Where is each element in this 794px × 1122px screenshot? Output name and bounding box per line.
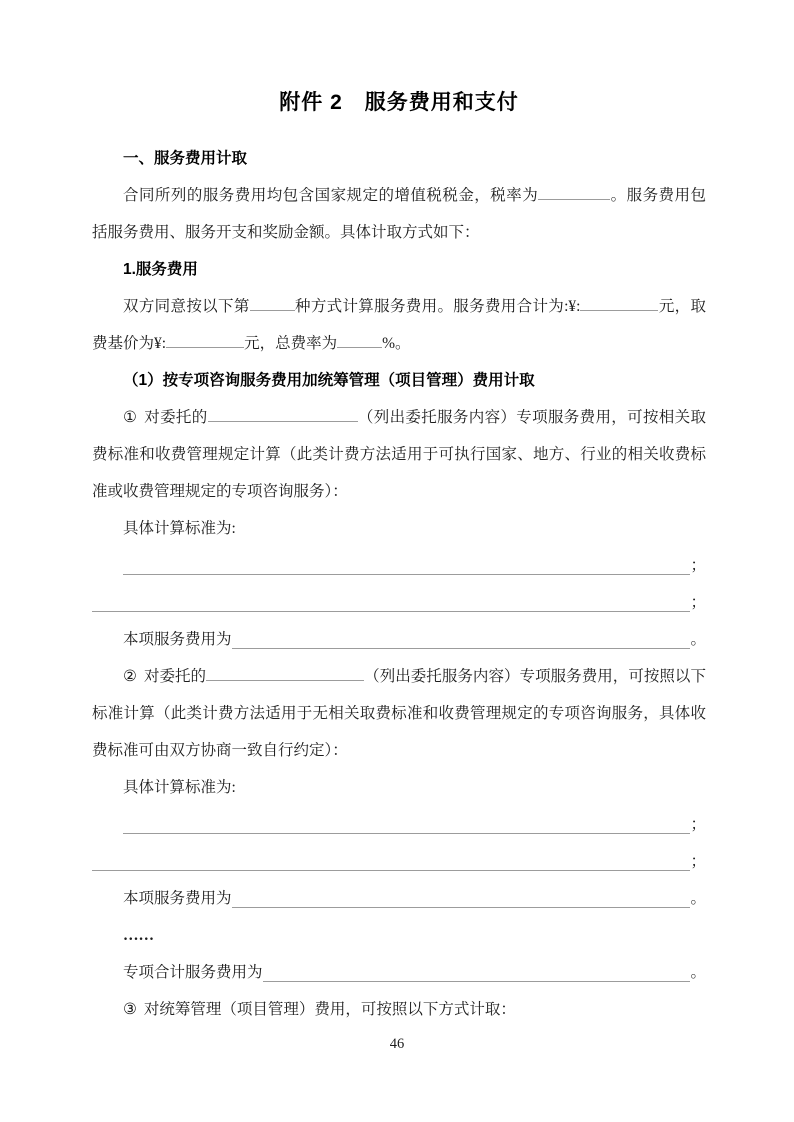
item-fee-label: 本项服务费用为 bbox=[123, 890, 232, 907]
item1-fee-amount-blank bbox=[232, 612, 691, 649]
item3-text: 对统筹管理（项目管理）费用，可按照以下方式计取： bbox=[143, 1001, 516, 1018]
item2-fee-row bbox=[92, 880, 706, 917]
item2-text-1: 对委托的 bbox=[143, 668, 207, 685]
base-price-blank bbox=[166, 347, 244, 348]
heading-service-fee: 1.服务费用 bbox=[123, 261, 198, 278]
item1-calc-standard-label: 具体计算标准为: bbox=[123, 520, 236, 537]
semicolon: ； bbox=[690, 557, 706, 574]
agreement-text-5: %。 bbox=[382, 335, 411, 352]
item1-paragraph bbox=[92, 399, 706, 510]
total-rate-blank bbox=[337, 347, 382, 348]
total-fee-amount-blank bbox=[580, 310, 658, 311]
blank-underline bbox=[123, 797, 690, 834]
document-title: 附件 2 服务费用和支付 bbox=[279, 91, 519, 114]
agreement-text-3: 元，取费基价为¥: bbox=[92, 298, 706, 352]
item2-text-2: （列出委托服务内容）专项服务费用，可按照以下标准计算（此类计费方法适用于无相关取费标准和收费管理规定的专项咨询服务，具体收费标准可由双方协商一致自行约定）： bbox=[92, 668, 706, 759]
agreement-paragraph bbox=[92, 288, 706, 362]
blank-underline bbox=[92, 575, 690, 612]
blank-underline bbox=[92, 834, 690, 871]
intro-paragraph bbox=[92, 177, 706, 251]
semicolon: ； bbox=[690, 594, 706, 611]
circled-number-1: ① bbox=[123, 409, 138, 426]
method-number-blank bbox=[250, 310, 295, 311]
agreement-text-1: 双方同意按以下第 bbox=[123, 298, 250, 315]
intro-text-1: 合同所列的服务费用均包含国家规定的增值税税金，税率为 bbox=[123, 187, 539, 204]
item-fee-label: 本项服务费用为 bbox=[123, 631, 232, 648]
item3-paragraph bbox=[92, 991, 706, 1028]
period: 。 bbox=[690, 890, 706, 907]
agreement-text-2: 种方式计算服务费用。服务费用合计为:¥: bbox=[294, 298, 581, 315]
circled-number-3: ③ bbox=[123, 1001, 137, 1018]
circled-number-2: ② bbox=[123, 668, 137, 685]
item2-paragraph bbox=[92, 658, 706, 769]
period: 。 bbox=[690, 964, 706, 981]
item1-service-content-blank bbox=[208, 421, 358, 422]
subtotal-fee-amount-blank bbox=[263, 945, 691, 982]
semicolon: ； bbox=[690, 853, 706, 870]
item2-calc-standard-label: 具体计算标准为: bbox=[123, 779, 236, 796]
item1-text-1: 对委托的 bbox=[144, 409, 208, 426]
period: 。 bbox=[690, 631, 706, 648]
subtotal-fee-row bbox=[92, 954, 706, 991]
tax-rate-blank bbox=[538, 199, 610, 200]
section-heading-fee-calculation: 一、服务费用计取 bbox=[123, 150, 248, 167]
intro-text-2: 。服务费用包括服务费用、服务开支和奖励金额。具体计取方式如下： bbox=[92, 187, 706, 241]
agreement-text-4: 元，总费率为 bbox=[244, 335, 338, 352]
semicolon: ； bbox=[690, 816, 706, 833]
item1-text-2: （列出委托服务内容）专项服务费用，可按相关取费标准和收费管理规定计算（此类计费方法适用于可执行国家、地方、行业的相关收费标准或收费管理规定的专项咨询服务）： bbox=[92, 409, 706, 500]
item2-fee-amount-blank bbox=[232, 871, 691, 908]
item1-fee-row bbox=[92, 621, 706, 658]
subtotal-fee-label: 专项合计服务费用为 bbox=[123, 964, 263, 981]
page-number: 46 bbox=[389, 1036, 405, 1052]
blank-underline bbox=[123, 538, 690, 575]
heading-method-1: （1）按专项咨询服务费用加统筹管理（项目管理）费用计取 bbox=[123, 372, 535, 389]
ellipsis: …… bbox=[123, 927, 154, 944]
item2-service-content-blank bbox=[206, 680, 364, 681]
document-content bbox=[92, 0, 706, 1028]
